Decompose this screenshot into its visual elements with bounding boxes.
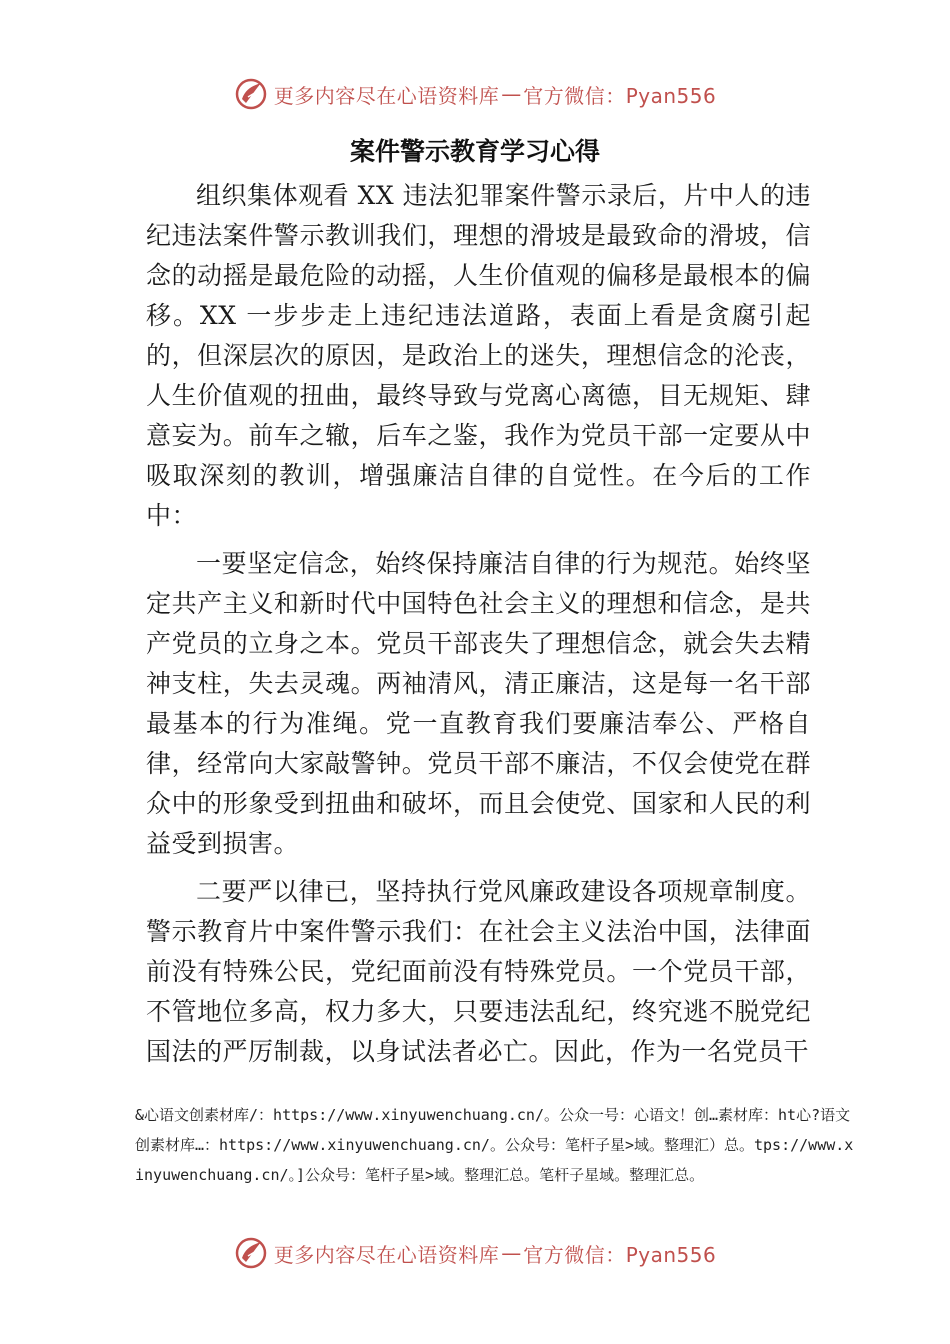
brand-logo-icon	[234, 1236, 268, 1270]
paragraph-point-two: 二要严以律已，坚持执行党风廉政建设各项规章制度。警示教育片中案件警示我们：在社会主义法治中国，法律面前没有特殊公民，党纪面前没有特殊党员。一个党员干部， 不管地位多高，权力多大，只要违法乱纪，终究逃不脱党纪国法的严厉制裁，以身试法者必亡。因此，作为一名党员干	[146, 877, 811, 1066]
source-footnote: &心语文创素材库/：https://www.xinyuwenchuang.cn/。公众一号：心语文！创…素材库：ht心?语文创素材库…：https://www.xinyuwenchuang.cn/。公众号：笔杆子星>域。整理汇）总。tps://www.xinyuwenchuang.cn/。]公众号：笔杆子星>域。整理汇总。笔杆子星域。整理汇总。	[135, 1106, 854, 1184]
document-body	[146, 176, 811, 1080]
banner-wechat: 官方微信：Pyan556	[523, 83, 717, 108]
banner-slogan: 更多内容尽在心语资料库	[273, 83, 500, 108]
paragraph-intro: 组织集体观看 XX 违法犯罪案件警示录后，片中人的违纪违法案件警示教训我们，理想的滑坡是最致命的滑坡，信念的动摇是最危险的动摇，人生价值观的偏移是最根本的偏移。XX 一步步走上违纪违法道路，表面上看是贪腐引起的，但深层次的原因，是政治上的迷失，理想信念的沦丧，人生价值观的扭曲，最终导致与党离心离德，目无规矩、肆意妄为。前车之辙，后车之鉴，我作为党员干部一定要从中吸取深刻的教训，增强廉洁自律的自觉性。在今后的工作中：	[146, 181, 811, 530]
paragraph-point-one: 一要坚定信念，始终保持廉洁自律的行为规范。始终坚定共产主义和新时代中国特色社会主义的理想和信念，是共产党员的立身之本。党员干部丧失了理想信念，就会失去精神支柱，失去灵魂。两袖清风，清正廉洁，这是每一名干部最基本的行为准绳。党一直教育我们要廉洁奉公、严格自律，经常向大家敲警钟。党员干部不廉洁，不仅会使党在群众中的形象受到扭曲和破坏，而且会使党、国家和人民的利益受到损害。	[146, 549, 811, 858]
banner-wechat: 官方微信：Pyan556	[523, 1242, 717, 1267]
banner-slogan: 更多内容尽在心语资料库	[273, 1242, 500, 1267]
footer-banner	[0, 1233, 950, 1273]
brand-logo-icon	[234, 77, 268, 111]
banner-separator: —	[501, 82, 522, 106]
document-title: 案件警示教育学习心得	[349, 137, 600, 166]
banner-separator: —	[501, 1241, 522, 1265]
header-banner	[0, 74, 950, 114]
